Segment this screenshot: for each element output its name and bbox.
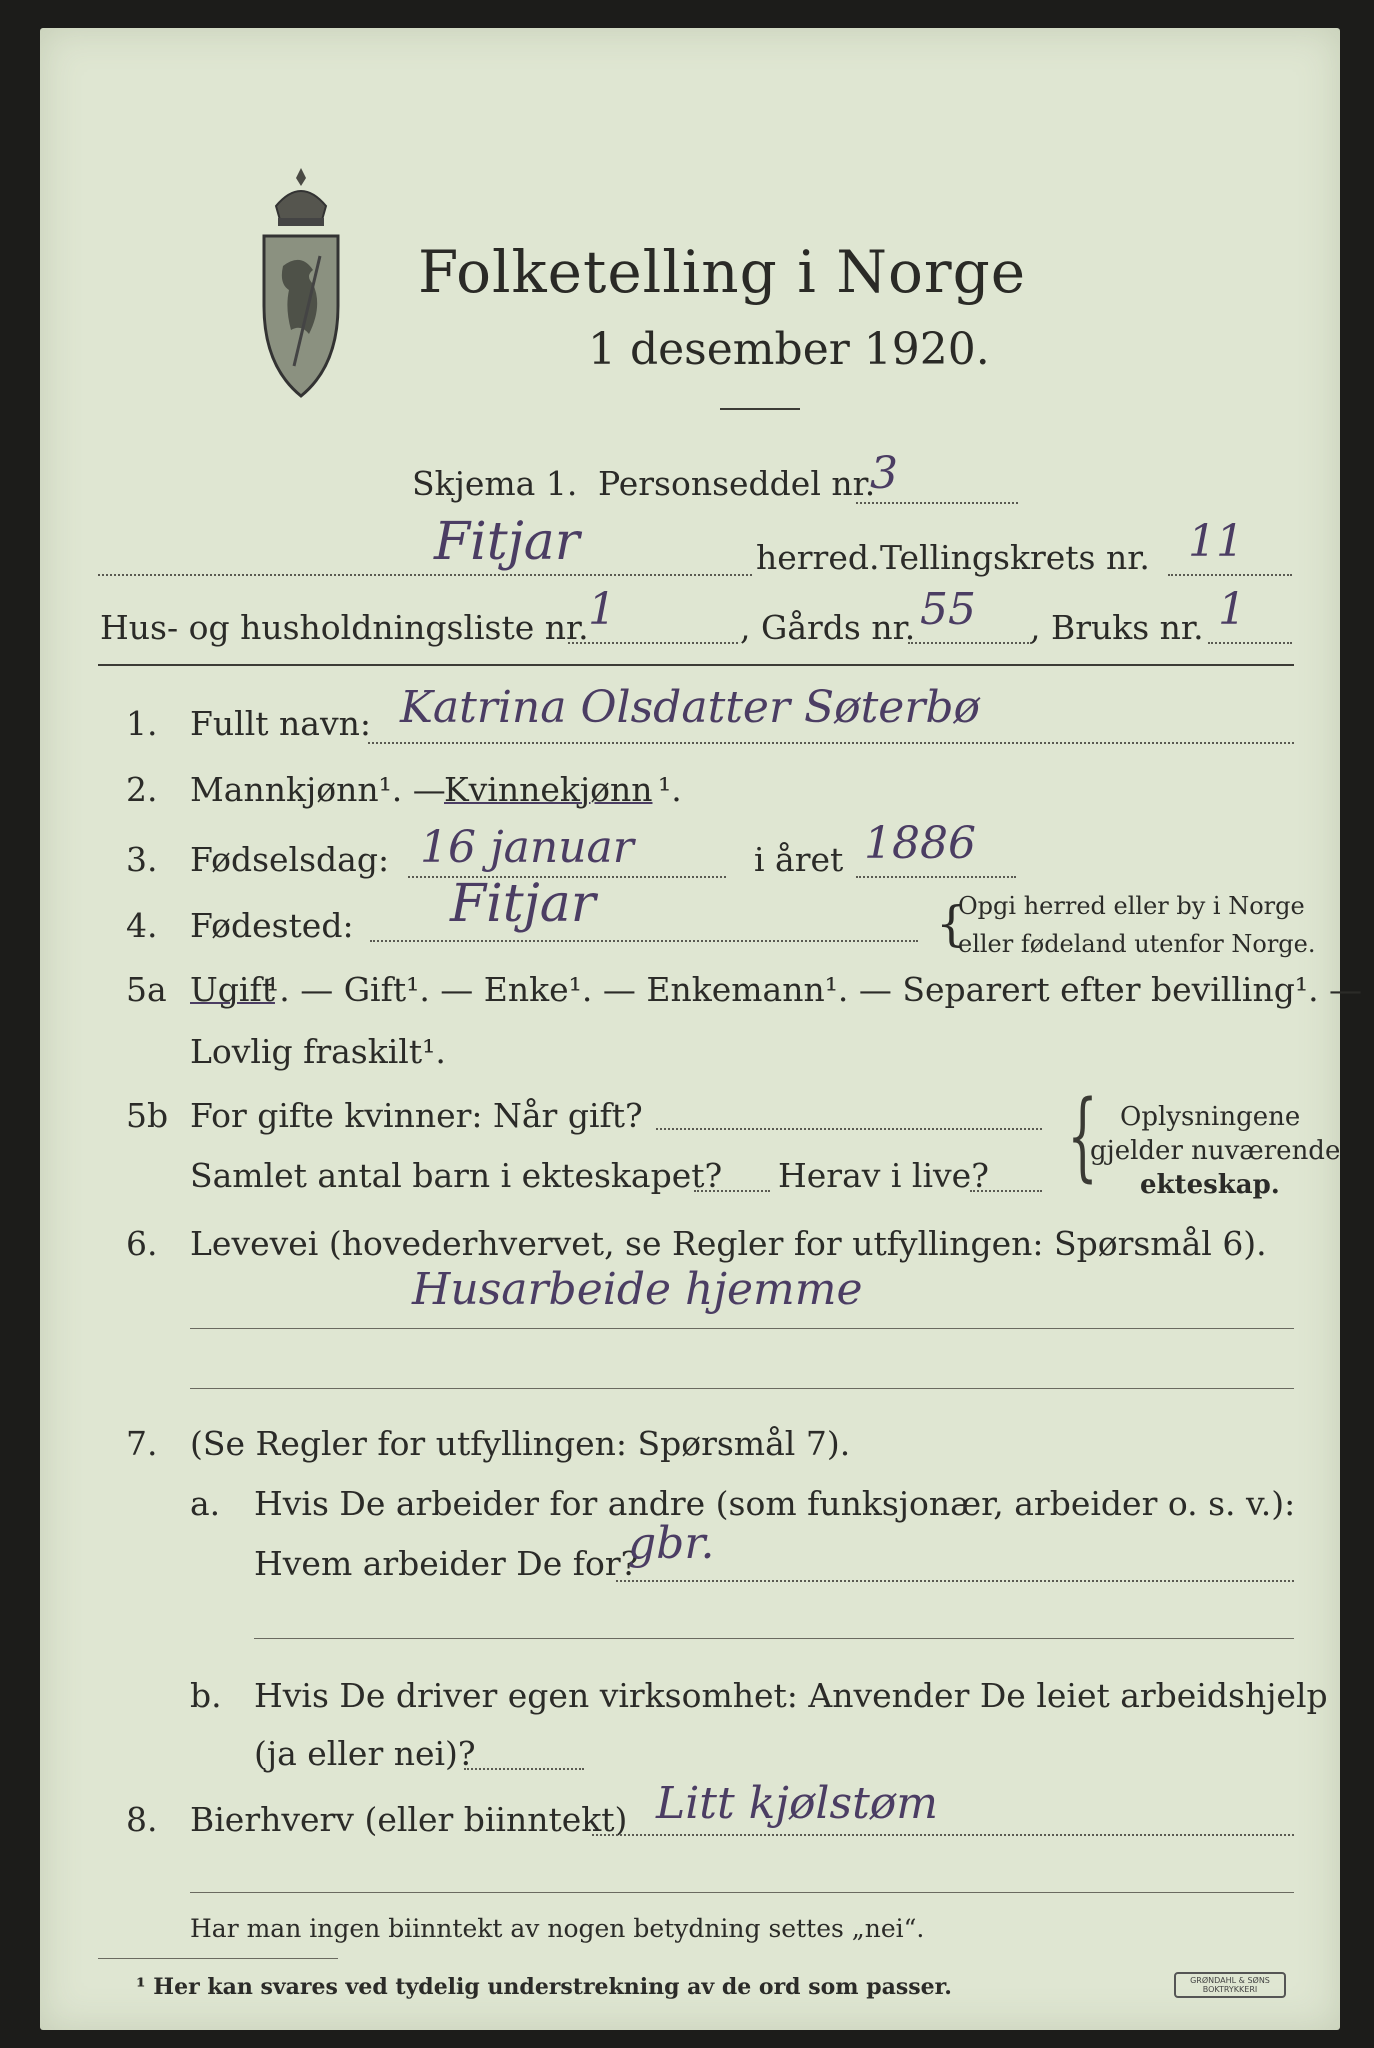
marriage-note-2: gjelder nuværende [1090, 1136, 1341, 1166]
side-income-value[interactable]: Litt kjølstøm [656, 1778, 938, 1829]
side-income-label: Bierhverv (eller biinntekt) [190, 1800, 628, 1839]
coat-of-arms-icon [258, 166, 344, 406]
married-when-field[interactable] [656, 1128, 1042, 1130]
q2-number: 2. [126, 770, 158, 809]
employer-label: Hvem arbeider De for? [254, 1544, 639, 1583]
birthday-label: Fødselsdag: [190, 840, 390, 879]
children-total-label: Samlet antal barn i ekteskapet? [190, 1156, 723, 1195]
birthplace-note-1: Opgi herred eller by i Norge [958, 892, 1305, 920]
personseddel-value[interactable]: 3 [870, 448, 898, 499]
birth-year-value[interactable]: 1886 [864, 818, 976, 869]
year-label: i året [754, 840, 844, 879]
marriage-note-brace: { [1067, 1080, 1098, 1192]
title-divider [720, 408, 800, 410]
footnote: ¹ Her kan svares ved tydelig understrekning av de ord som passer. [136, 1974, 952, 2000]
marriage-note-3: ekteskap. [1140, 1170, 1280, 1200]
husholdningsliste-value[interactable]: 1 [588, 584, 616, 635]
q7a-letter: a. [190, 1484, 221, 1523]
q8-number: 8. [126, 1800, 158, 1839]
civil-status-options[interactable]: ¹. — Gift¹. — Enke¹. — Enkemann¹. — Separert efter bevilling¹. — [266, 970, 1363, 1009]
q7-label: (Se Regler for utfyllingen: Spørsmål 7). [190, 1424, 851, 1463]
q1-number: 1. [126, 704, 158, 743]
birthplace-note-brace: { [936, 896, 967, 952]
hired-help-field[interactable] [464, 1768, 584, 1770]
married-when-label: For gifte kvinner: Når gift? [190, 1096, 643, 1135]
birthday-value[interactable]: 16 januar [420, 822, 634, 873]
personseddel-label: Personseddel nr. [598, 464, 876, 503]
full-name-value[interactable]: Katrina Olsdatter Søterbø [400, 682, 981, 733]
tellingskrets-value[interactable]: 11 [1188, 516, 1244, 567]
gards-label: , Gårds nr. [740, 608, 916, 647]
q7-number: 7. [126, 1424, 158, 1463]
census-form-sheet [40, 28, 1363, 2030]
q7b-line1: Hvis De driver egen virksomhet: Anvender De leiet arbeidshjelp [254, 1676, 1328, 1715]
skjema-label: Skjema 1. [412, 464, 578, 503]
herred-value[interactable]: Fitjar [434, 512, 580, 572]
q5a-number: 5a [126, 970, 167, 1009]
q5b-number: 5b [126, 1096, 169, 1135]
q7b-letter: b. [190, 1676, 222, 1715]
hired-help-label: (ja eller nei)? [254, 1734, 476, 1773]
marriage-note-1: Oplysningene [1120, 1102, 1301, 1132]
gards-value[interactable]: 55 [920, 584, 976, 635]
q3-number: 3. [126, 840, 158, 879]
children-alive-label: Herav i live? [778, 1156, 989, 1195]
kvinnekjonn-sup: ¹. [658, 770, 682, 809]
children-alive-field[interactable] [970, 1190, 1042, 1192]
herred-label: herred. [756, 538, 880, 577]
full-name-label: Fullt navn: [190, 704, 371, 743]
birthplace-label: Fødested: [190, 906, 354, 945]
q6-number: 6. [126, 1224, 158, 1263]
kvinnekjonn-option[interactable]: Kvinnekjønn [444, 770, 653, 809]
q7a-line1: Hvis De arbeider for andre (som funksjonær, arbeider o. s. v.): [254, 1484, 1296, 1523]
birthplace-note-2: eller fødeland utenfor Norge. [958, 930, 1316, 958]
q4-number: 4. [126, 906, 158, 945]
census-date: 1 desember 1920. [588, 324, 990, 375]
side-income-note: Har man ingen biinntekt av nogen betydning settes „nei“. [190, 1914, 925, 1943]
bruks-value[interactable]: 1 [1218, 584, 1246, 635]
occupation-label: Levevei (hovederhvervet, se Regler for utfyllingen: Spørsmål 6). [190, 1224, 1267, 1263]
printer-stamp: GRØNDAHL & SØNS BOKTRYKKERI [1174, 1972, 1286, 1998]
occupation-value[interactable]: Husarbeide hjemme [412, 1264, 863, 1315]
employer-value[interactable]: gbr. [628, 1518, 715, 1569]
tellingskrets-label: Tellingskrets nr. [880, 538, 1150, 577]
children-total-field[interactable] [694, 1190, 770, 1192]
form-title: Folketelling i Norge [418, 238, 1027, 306]
birthplace-value[interactable]: Fitjar [450, 874, 596, 934]
mannkjonn-option[interactable]: Mannkjønn¹. — [190, 770, 446, 809]
ugift-option[interactable]: Ugift [190, 970, 275, 1009]
lovlig-fraskilt-option[interactable]: Lovlig fraskilt¹. [190, 1032, 446, 1071]
section-divider [98, 664, 1294, 666]
husholdningsliste-label: Hus- og husholdningsliste nr. [100, 608, 589, 647]
bruks-label: , Bruks nr. [1030, 608, 1204, 647]
